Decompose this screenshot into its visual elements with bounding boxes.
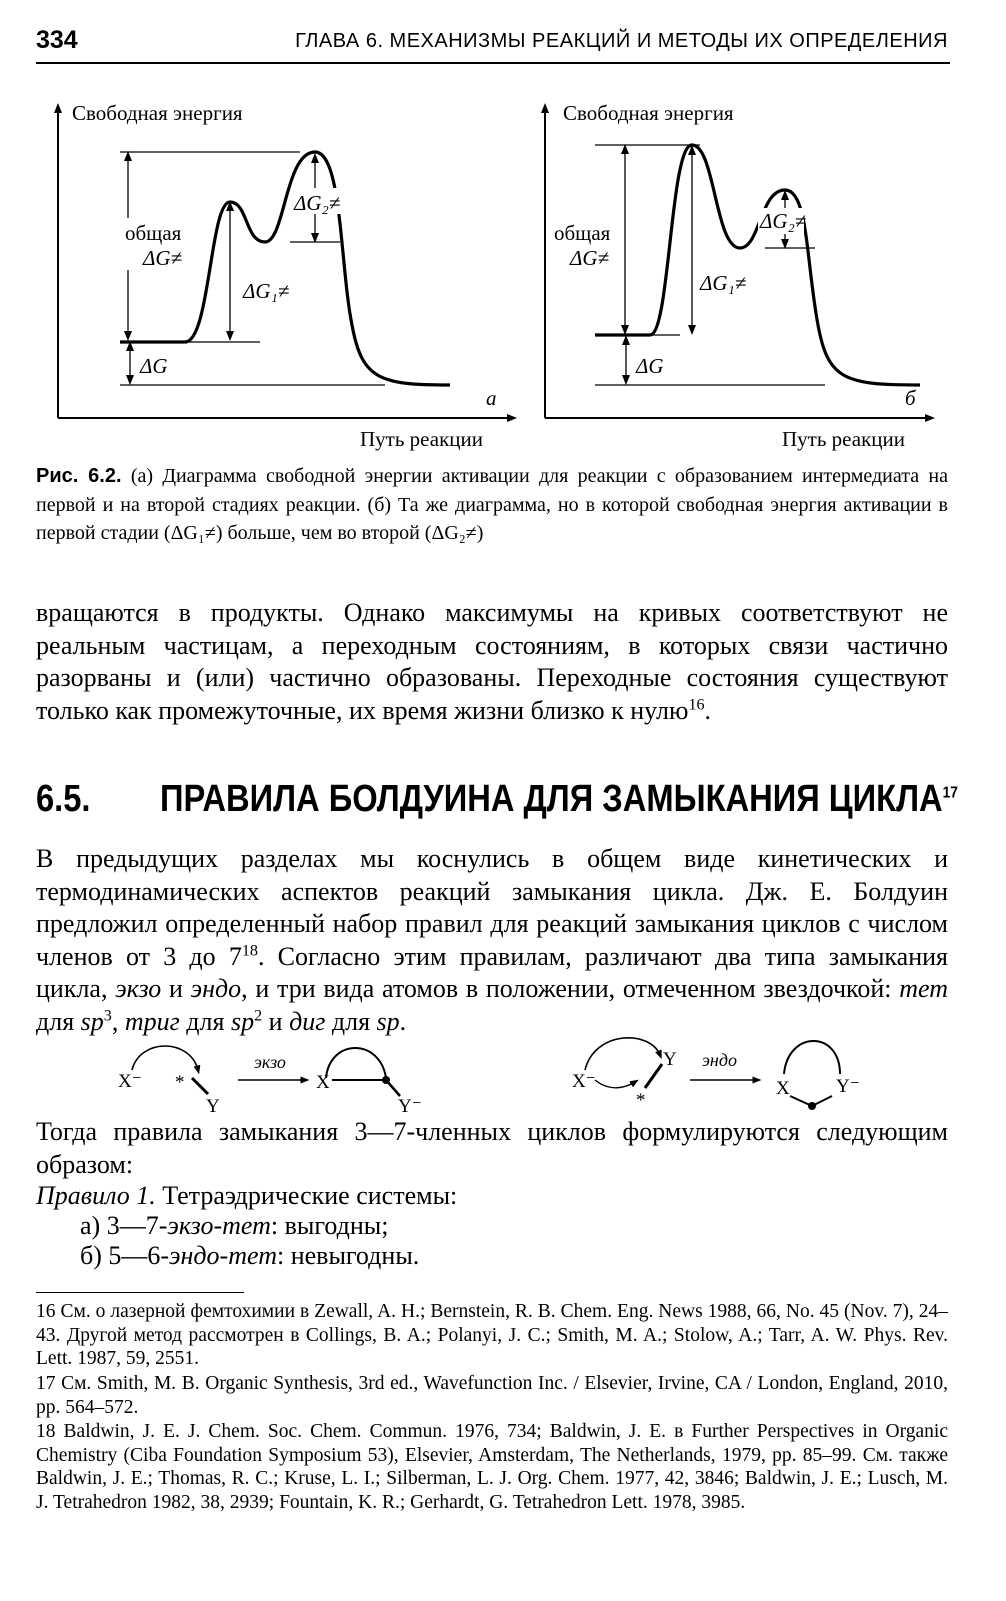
section-number: 6.5. <box>36 778 91 820</box>
endo-label: эндо <box>702 1050 737 1070</box>
xlabel-b: Путь реакции <box>782 427 905 451</box>
footnote-16: 16 См. о лазерной фемтохимии в Zewall, A. H.; Bernstein, R. B. Chem. Eng. News 1988, 66, No. 45 (Nov. 7), 24–43. Другой метод рассмотрен в Collings, B. A.; Polanyi, J. C.; Smith, M. A.; Stolow, A.; Tarr, A. W. Phys. Rev. Lett. 1987, 59, 2551. <box>36 1301 948 1369</box>
footnote-ref-18: 18 <box>241 941 258 959</box>
dg1-label-a: ΔG₁≠ <box>243 279 290 303</box>
dg-label-a: ΔG <box>140 354 168 378</box>
svg-text:*: * <box>636 1090 646 1111</box>
svg-text:X⁻: X⁻ <box>572 1071 596 1092</box>
paragraph-1: вращаются в продукты. Однако максимумы на кривых соответствуют не реальным частицам, а переходным состояниям, в которых связи частично разорваны и (или) частично образованы. Переходные состояния существуют только как промежуточные, их время жизни близко к нулю$^{16}$. <box>36 598 948 725</box>
exo-scheme <box>118 1046 422 1117</box>
xlabel-a: Путь реакции <box>360 427 483 451</box>
chapter-title: ГЛАВА 6. МЕХАНИЗМЫ РЕАКЦИЙ И МЕТОДЫ ИХ ОПРЕДЕЛЕНИЯ <box>295 30 948 52</box>
endo-scheme <box>572 1038 860 1111</box>
svg-text:*: * <box>175 1072 185 1093</box>
footnote-rule <box>36 1292 244 1293</box>
panel-letter-a: а <box>486 386 497 410</box>
energy-diagrams-figure <box>0 80 1006 460</box>
svg-text:Y: Y <box>206 1096 220 1117</box>
footnote-18: 18 Baldwin, J. E. J. Chem. Soc. Chem. Commun. 1976, 734; Baldwin, J. E. в Further Perspectives in Organic Chemistry (Ciba Foundation Symposium 53), Elsevier, Amsterdam, The Netherlands, 1979, pp. 85–99. См. также Baldwin, J. E.; Thomas, R. C.; Kruse, L. I.; Silberman, L. J. Org. Chem. 1977, 42, 3846; Baldwin, J. E.; Lusch, M. J. Tetrahedron 1982, 38, 2939; Fountain, K. R.; Gerhardt, G. Tetrahedron Lett. 1978, 3985. <box>36 1421 948 1513</box>
caption-label: Рис. 6.2. <box>36 465 122 487</box>
panel-letter-b: б <box>905 386 916 410</box>
section-title: ПРАВИЛА БОЛДУИНА ДЛЯ ЗАМЫКАНИЯ ЦИКЛА$^{17}$ <box>160 778 958 820</box>
ylabel-b: Свободная энергия <box>563 101 734 125</box>
svg-text:Y: Y <box>663 1049 677 1070</box>
dg1-label-b: ΔG₁≠ <box>700 271 747 295</box>
rule-1-heading: Правило 1. Тетраэдрические системы: <box>36 1181 458 1210</box>
svg-text:Y⁻: Y⁻ <box>836 1076 860 1097</box>
svg-text:X⁻: X⁻ <box>118 1071 142 1092</box>
total-label-a-2: ΔG≠ <box>143 246 183 270</box>
header-rule <box>36 62 950 64</box>
caption-text: (а) Диаграмма свободной энергии активации для реакции с образованием интермедиата на первой и на второй стадиях реакции. (б) Та же диаграмма, но в которой свободная энергия активации в первой стадии (ΔG₁≠) больше, чем во второй (ΔG₂≠) <box>36 465 948 544</box>
cyclization-scheme <box>0 1030 1006 1130</box>
svg-text:Y⁻: Y⁻ <box>398 1096 422 1117</box>
rule-1-b: б) 5—6-эндо-тет: невыгодны. <box>80 1241 420 1270</box>
dg2-label-b: ΔG₂≠ <box>760 209 807 233</box>
dg-label-b: ΔG <box>636 354 664 378</box>
footnote-17: 17 См. Smith, M. B. Organic Synthesis, 3rd ed., Wavefunction Inc. / Elsevier, Irvine, CA / London, England, 2010, pp. 564–572. <box>36 1373 948 1418</box>
dg2-label-a: ΔG₂≠ <box>294 191 341 215</box>
paragraph-3: Тогда правила замыкания 3—7-членных циклов формулируются следующим образом: <box>36 1117 948 1179</box>
total-label-b-1: общая <box>554 221 611 245</box>
exo-label: экзо <box>254 1052 286 1072</box>
svg-text:X: X <box>776 1078 790 1099</box>
diagram-b <box>545 101 930 451</box>
svg-text:X: X <box>316 1072 330 1093</box>
rule-1-a: а) 3—7-экзо-тет: выгодны; <box>80 1211 389 1240</box>
figure-caption <box>36 462 948 548</box>
footnote-ref-16: 16 <box>688 695 705 713</box>
ylabel-a: Свободная энергия <box>72 101 243 125</box>
footnote-ref-17: 17 <box>942 784 958 802</box>
energy-curve-b <box>595 145 920 385</box>
page-number: 334 <box>36 26 78 54</box>
diagram-a <box>58 101 512 451</box>
total-label-a-1: общая <box>125 221 182 245</box>
total-label-b-2: ΔG≠ <box>570 246 610 270</box>
paragraph-2: В предыдущих разделах мы коснулись в общем виде кинетических и термодинамических аспектов реакций замыкания цикла. Дж. Е. Болдуин предложил определенный набор правил для реакций замыкания циклов с числом членов от 3 до $7^{18}$. Согласно этим правилам, различают два типа замыкания цикла, экзо и эндо, и три вида атомов в положении, отмеченном звездочкой: тет для $sp^3$, триг для $sp^2$ и диг для sp. <box>36 844 948 1036</box>
